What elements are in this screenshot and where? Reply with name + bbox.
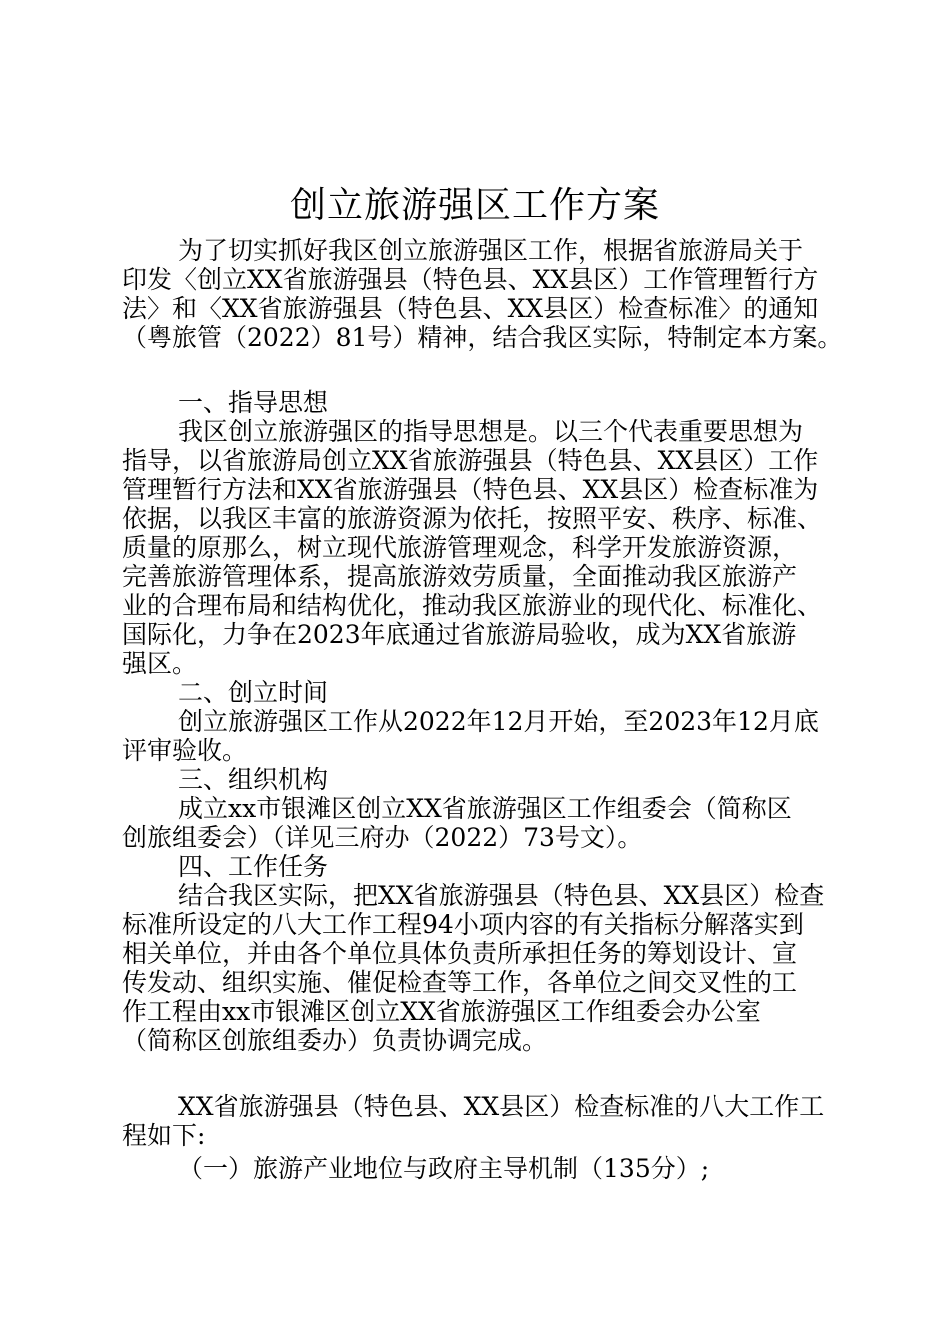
- paragraph-line: （简称区创旅组委办）负责协调完成。: [122, 1026, 548, 1055]
- section-heading: 四、工作任务: [178, 852, 329, 881]
- paragraph-line: 评审验收。: [122, 736, 248, 765]
- paragraph-line: 我区创立旅游强区的指导思想是。以三个代表重要思想为: [178, 417, 804, 446]
- paragraph-line: 完善旅游管理体系，提高旅游效劳质量，全面推动我区旅游产: [122, 562, 798, 591]
- paragraph-line: 作工程由xx市银滩区创立XX省旅游强区工作组委会办公室: [122, 997, 761, 1026]
- paragraph-line: 程如下:: [122, 1121, 206, 1150]
- list-item: （一）旅游产业地位与政府主导机制（135分）;: [178, 1154, 710, 1183]
- paragraph-line: 印发〈创立XX省旅游强县（特色县、XX县区）工作管理暂行方: [122, 265, 819, 294]
- section-heading: 一、指导思想: [178, 388, 329, 417]
- paragraph-line: 结合我区实际，把XX省旅游强县（特色县、XX县区）检查: [178, 881, 825, 910]
- paragraph-line: 业的合理布局和结构优化，推动我区旅游业的现代化、标准化、: [122, 591, 823, 620]
- paragraph-line: XX省旅游强县（特色县、XX县区）检查标准的八大工作工: [178, 1092, 825, 1121]
- paragraph-line: 质量的原那么，树立现代旅游管理观念，科学开发旅游资源，: [122, 533, 798, 562]
- paragraph-line: （粤旅管（2022）81号）精神，结合我区实际，特制定本方案。: [122, 323, 843, 352]
- paragraph-line: 国际化，力争在2023年底通过省旅游局验收，成为XX省旅游: [122, 620, 797, 649]
- section-heading: 二、创立时间: [178, 678, 329, 707]
- paragraph-line: 强区。: [122, 649, 198, 678]
- paragraph-line: 创立旅游强区工作从2022年12月开始，至2023年12月底: [178, 707, 819, 736]
- paragraph-line: 法〉和〈XX省旅游强县（特色县、XX县区）检查标准〉的通知: [122, 294, 819, 323]
- paragraph-line: 依据，以我区丰富的旅游资源为依托，按照平安、秩序、标准、: [122, 504, 823, 533]
- paragraph-line: 为了切实抓好我区创立旅游强区工作，根据省旅游局关于: [178, 236, 804, 265]
- paragraph-line: 创旅组委会）（详见三府办（2022）73号文）。: [122, 823, 643, 852]
- section-heading: 三、组织机构: [178, 765, 329, 794]
- paragraph-line: 管理暂行方法和XX省旅游强县（特色县、XX县区）检查标准为: [122, 475, 819, 504]
- paragraph-line: 指导，以省旅游局创立XX省旅游强县（特色县、XX县区）工作: [122, 446, 819, 475]
- document-title: 创立旅游强区工作方案: [289, 185, 660, 226]
- paragraph-line: 标准所设定的八大工作工程94小项内容的有关指标分解落实到: [122, 910, 804, 939]
- paragraph-line: 相关单位，并由各个单位具体负责所承担任务的筹划设计、宣: [122, 939, 798, 968]
- paragraph-line: 成立xx市银滩区创立XX省旅游强区工作组委会（简称区: [178, 794, 792, 823]
- paragraph-line: 传发动、组织实施、催促检查等工作，各单位之间交叉性的工: [122, 968, 798, 997]
